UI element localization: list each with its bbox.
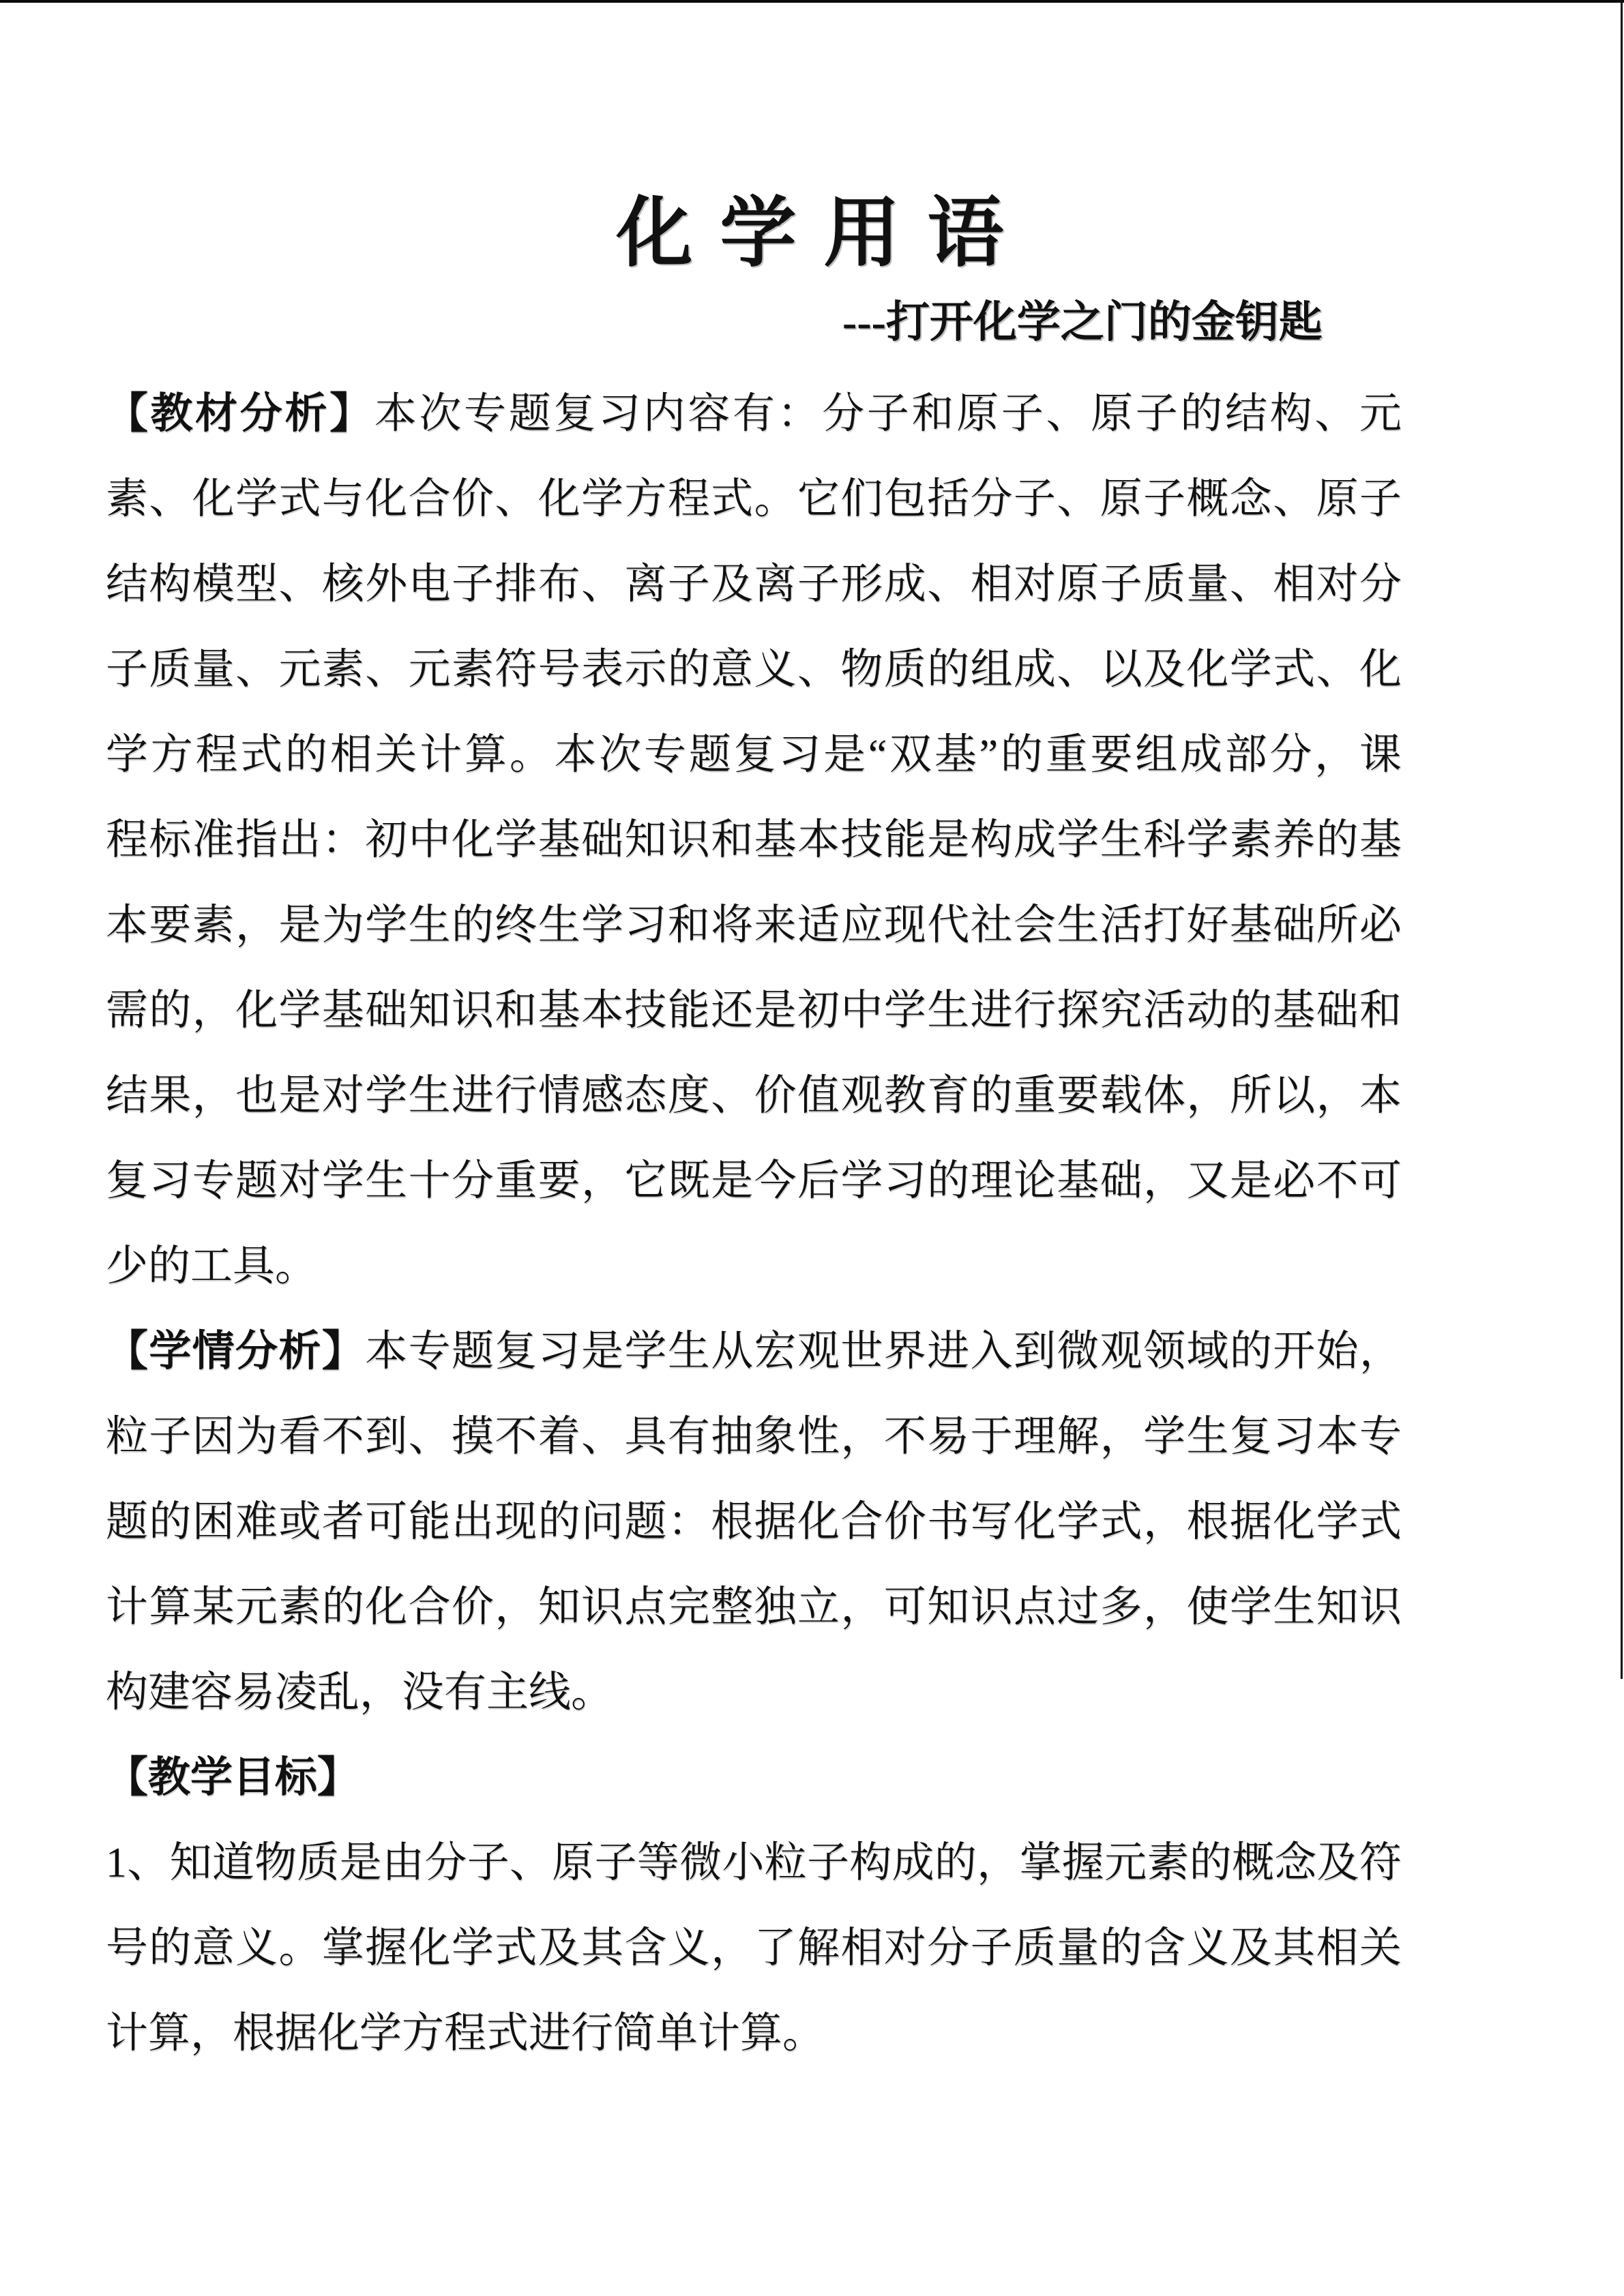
line-text: 需的，化学基础知识和基本技能还是初中学生进行探究活动的基础和 xyxy=(106,987,1402,1034)
text-line xyxy=(106,1480,1402,1565)
text-line xyxy=(106,883,1402,968)
text-line xyxy=(106,1224,1402,1309)
text-line xyxy=(106,1735,1402,1821)
document-body xyxy=(106,372,1402,2076)
section-label: 【教学目标】 xyxy=(106,1755,360,1801)
line-text: 本要素，是为学生的终生学习和将来适应现代社会生活打好基础所必 xyxy=(106,902,1402,949)
line-text: 本专题复习是学生从宏观世界进入到微观领域的开始， xyxy=(365,1328,1402,1375)
line-text: 计算，根据化学方程式进行简单计算。 xyxy=(106,2010,825,2057)
line-text: 构建容易凌乱，没有主线。 xyxy=(106,1669,614,1716)
text-line xyxy=(106,968,1402,1054)
line-text: 计算某元素的化合价，知识点完整独立，可知识点过多，使学生知识 xyxy=(106,1584,1402,1630)
line-text: 子质量、元素、元素符号表示的意义、物质的组成、以及化学式、化 xyxy=(106,646,1402,693)
text-line xyxy=(106,1309,1402,1395)
line-text: 粒子因为看不到、摸不着、具有抽象性，不易于理解，学生复习本专 xyxy=(106,1414,1402,1460)
line-text: 结果，也是对学生进行情感态度、价值观教育的重要载体，所以，本 xyxy=(106,1073,1402,1119)
text-line xyxy=(106,542,1402,627)
document-subtitle: ---打开化学之门的金钥匙 xyxy=(842,298,1323,346)
text-line xyxy=(106,1139,1402,1224)
text-line xyxy=(106,1650,1402,1735)
line-text: 学方程式的相关计算。本次专题复习是“双基”的重要组成部分，课 xyxy=(106,732,1402,778)
text-line xyxy=(106,1395,1402,1480)
line-text: 素、化学式与化合价、化学方程式。它们包括分子、原子概念、原子 xyxy=(106,476,1402,522)
line-text: 复习专题对学生十分重要，它既是今后学习的理论基础，又是必不可 xyxy=(106,1158,1402,1204)
paragraph-teaching-goals-heading xyxy=(106,1735,1402,1821)
text-line xyxy=(106,1565,1402,1650)
line-text: 号的意义。掌握化学式及其含义，了解相对分子质量的含义及其相关 xyxy=(106,1925,1402,1971)
text-line xyxy=(106,798,1402,883)
line-text: 程标准指出：初中化学基础知识和基本技能是构成学生科学素养的基 xyxy=(106,817,1402,863)
document-title: 化 学 用 语 xyxy=(616,192,1008,276)
text-line xyxy=(106,1906,1402,1991)
line-text: 少的工具。 xyxy=(106,1243,318,1289)
line-text: 题的困难或者可能出现的问题：根据化合价书写化学式，根据化学式 xyxy=(106,1499,1402,1545)
text-line xyxy=(106,372,1402,457)
scan-artifact-top-bar xyxy=(0,0,1624,3)
line-text: 本次专题复习内容有：分子和原子、原子的结构、元 xyxy=(374,391,1402,437)
paragraph-teaching-goal-1 xyxy=(106,1821,1402,2076)
text-line xyxy=(106,1821,1402,1906)
text-line xyxy=(106,1054,1402,1139)
section-label: 【学情分析】 xyxy=(106,1328,366,1375)
line-text: 结构模型、核外电子排布、离子及离子形成、相对原子质量、相对分 xyxy=(106,561,1402,608)
line-text: 1、知道物质是由分子、原子等微小粒子构成的，掌握元素的概念及符 xyxy=(106,1840,1402,1886)
paragraph-learner-analysis xyxy=(106,1309,1402,1735)
text-line xyxy=(106,627,1402,713)
text-line xyxy=(106,713,1402,798)
text-line xyxy=(106,1991,1402,2076)
paragraph-textbook-analysis xyxy=(106,372,1402,1309)
section-label: 【教材分析】 xyxy=(106,391,374,437)
text-line xyxy=(106,457,1402,542)
